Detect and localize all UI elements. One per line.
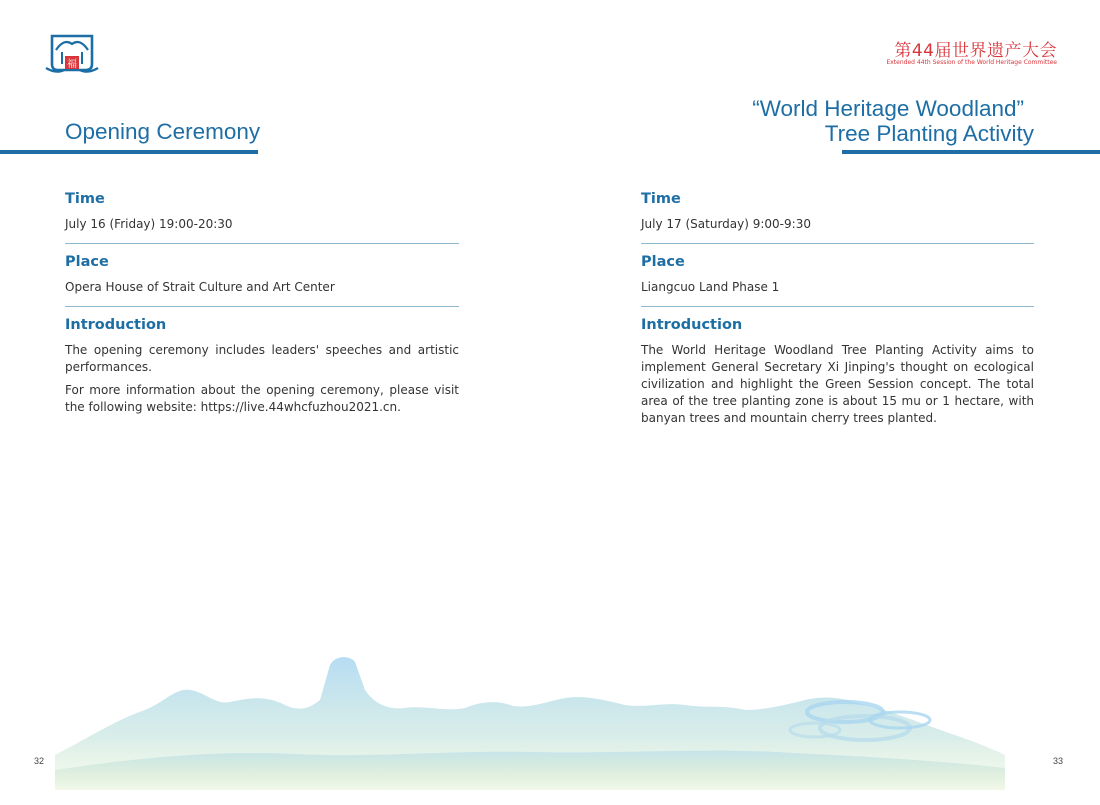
heading-underline-right	[842, 150, 1100, 154]
time-label: Time	[641, 191, 681, 207]
introduction-label: Introduction	[641, 317, 743, 333]
place-value: Opera House of Strait Culture and Art Center	[65, 280, 335, 294]
time-label: Time	[65, 191, 105, 207]
divider	[65, 306, 459, 307]
place-label: Place	[65, 254, 109, 270]
place-label: Place	[641, 254, 685, 270]
time-value: July 16 (Friday) 19:00-20:30	[65, 217, 233, 231]
introduction-paragraph: The opening ceremony includes leaders' speeches and artistic performances.	[65, 343, 459, 374]
time-value: July 17 (Saturday) 9:00-9:30	[641, 217, 811, 231]
divider	[641, 306, 1034, 307]
heading-underline-left	[0, 150, 258, 154]
logo-glyph: 福	[67, 59, 77, 70]
introduction-paragraph-website: For more information about the opening ceremony, please visit the following website: https://live.44whcfuzhou2021.cn.	[65, 383, 459, 414]
right-event-details	[641, 188, 1034, 427]
left-event-details	[65, 188, 459, 416]
page-title-opening-ceremony: Opening Ceremony	[65, 119, 261, 144]
page-title-tree-planting-line2: Tree Planting Activity	[824, 121, 1034, 146]
page-title-tree-planting-line1: “World Heritage Woodland”	[752, 96, 1024, 121]
event-logo	[44, 30, 100, 80]
place-value: Liangcuo Land Phase 1	[641, 280, 780, 294]
introduction-paragraph: The World Heritage Woodland Tree Planting Activity aims to implement General Secretary Xi Jinping's thought on ecological civilization and highlight the Green Session concept. The total area of the tree planting zone is about 15 mu or 1 hectare, with banyan trees and mountain cherry trees planted.	[641, 343, 1034, 425]
divider	[641, 243, 1034, 244]
event-subtitle: Extended 44th Session of the World Heritage Committee	[886, 59, 1057, 66]
event-title: 第44届世界遗产大会	[894, 41, 1057, 61]
page-number-left: 32	[34, 756, 45, 766]
page-number-right: 33	[1053, 756, 1064, 766]
divider	[65, 243, 459, 244]
introduction-label: Introduction	[65, 317, 167, 333]
landscape-illustration	[55, 650, 1005, 790]
